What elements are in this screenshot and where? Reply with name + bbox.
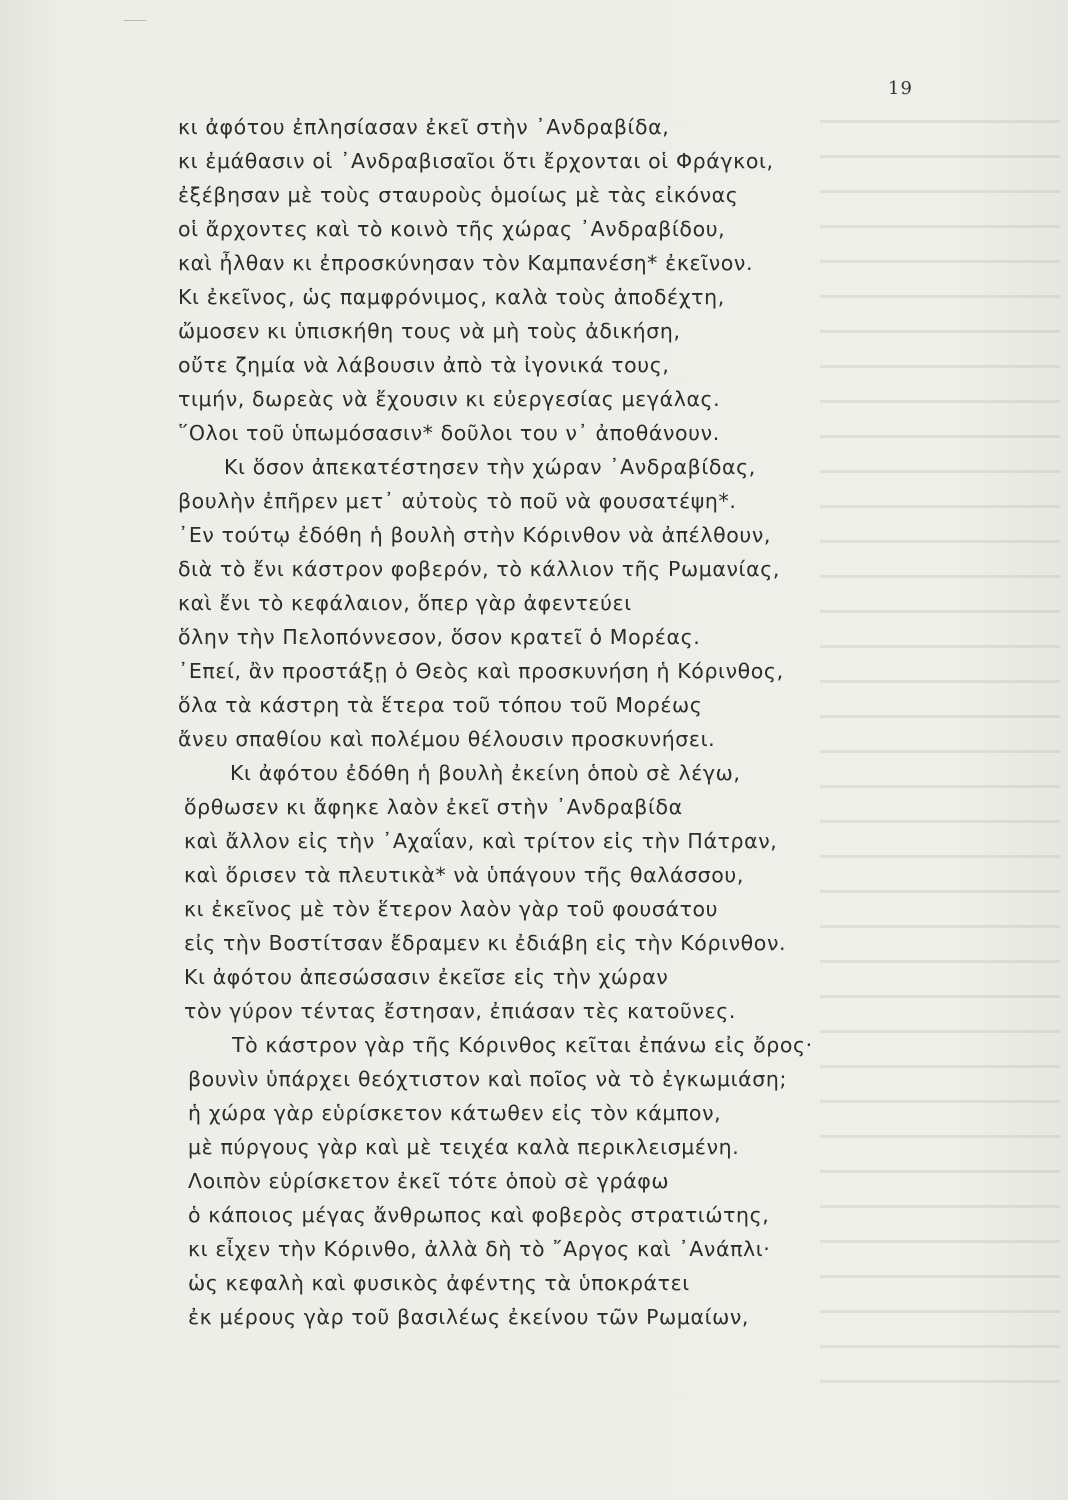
- verse-line: ὤμοσεν κι ὑπισκήθη τους νὰ μὴ τοὺς ἀδικήση,: [178, 319, 681, 343]
- verse-line: βουλὴν ἐπῆρεν μετ᾿ αὐτοὺς τὸ ποῦ νὰ φουσατέψη*.: [178, 489, 737, 513]
- verse-line: Κι ἀφότου ἀπεσώσασιν ἐκεῖσε εἰς τὴν χώραν: [184, 965, 669, 989]
- verse-line: βουνὶν ὑπάρχει θεόχτιστον καὶ ποῖος νὰ τὸ ἐγκωμιάση;: [188, 1067, 787, 1091]
- verse-line: ὅλην τὴν Πελοπόννεσον, ὅσον κρατεῖ ὁ Μορέας.: [178, 625, 701, 649]
- verse-line: Κι ἀφότου ἐδόθη ἡ βουλὴ ἐκείνη ὁποὺ σὲ λέγω,: [230, 761, 741, 785]
- verse-line: ᾿Εν τούτῳ ἐδόθη ἡ βουλὴ στὴν Κόρινθον νὰ ἀπέλθουν,: [178, 523, 771, 547]
- verse-line: καὶ ἦλθαν κι ἐπροσκύνησαν τὸν Καμπανέση* ἐκεῖνον.: [178, 251, 754, 275]
- verse-line: Τὸ κάστρον γὰρ τῆς Κόρινθος κεῖται ἐπάνω εἰς ὄρος·: [232, 1033, 813, 1057]
- show-through-bleed: [820, 90, 1060, 1390]
- verse-line: κι εἶχεν τὴν Κόρινθο, ἀλλὰ δὴ τὸ ῎Αργος καὶ ᾿Ανάπλι·: [188, 1237, 771, 1261]
- verse-line: ἐκ μέρους γὰρ τοῦ βασιλέως ἐκείνου τῶν Ρωμαίων,: [188, 1305, 750, 1329]
- verse-line: Λοιπὸν εὑρίσκετον ἐκεῖ τότε ὁποὺ σὲ γράφω: [188, 1169, 670, 1193]
- verse-line: μὲ πύργους γὰρ καὶ μὲ τειχέα καλὰ περικλεισμένη.: [188, 1135, 740, 1159]
- verse-line: διὰ τὸ ἔνι κάστρον φοβερόν, τὸ κάλλιον τῆς Ρωμανίας,: [178, 557, 780, 581]
- verse-line: οὔτε ζημία νὰ λάβουσιν ἀπὸ τὰ ἰγονικά τους,: [178, 353, 670, 377]
- scan-corner-mark: [124, 20, 146, 21]
- verse-line: τὸν γύρον τέντας ἔστησαν, ἐπιάσαν τὲς κατοῦνες.: [184, 999, 736, 1023]
- verse-line: ὡς κεφαλὴ καὶ φυσικὸς ἀφέντης τὰ ὑποκράτει: [188, 1271, 690, 1295]
- verse-line: ὅλα τὰ κάστρη τὰ ἕτερα τοῦ τόπου τοῦ Μορέως: [178, 693, 703, 717]
- page-number: 19: [888, 78, 913, 99]
- verse-line: καὶ ὅρισεν τὰ πλευτικὰ* νὰ ὑπάγουν τῆς θαλάσσου,: [184, 863, 744, 887]
- verse-line: ᾿Επεί, ἂν προστάξῃ ὁ Θεὸς καὶ προσκυνήση ἡ Κόρινθος,: [178, 659, 784, 683]
- verse-line: Κι ἐκεῖνος, ὡς παμφρόνιμος, καλὰ τοὺς ἀποδέχτη,: [178, 285, 725, 309]
- verse-line: ἄνευ σπαθίου καὶ πολέμου θέλουσιν προσκυνήσει.: [178, 727, 716, 751]
- verse-line: τιμήν, δωρεὰς νὰ ἔχουσιν κι εὐεργεσίας μεγάλας.: [178, 387, 721, 411]
- verse-line: Κι ὅσον ἀπεκατέστησεν τὴν χώραν ᾿Ανδραβίδας,: [224, 455, 756, 479]
- verse-line: οἱ ἄρχοντες καὶ τὸ κοινὸ τῆς χώρας ᾿Ανδραβίδου,: [178, 217, 726, 241]
- verse-line: ἡ χώρα γὰρ εὑρίσκετον κάτωθεν εἰς τὸν κάμπον,: [188, 1101, 722, 1125]
- verse-line: ἐξέβησαν μὲ τοὺς σταυροὺς ὁμοίως μὲ τὰς εἰκόνας: [178, 183, 739, 207]
- verse-line: κι ἀφότου ἐπλησίασαν ἐκεῖ στὴν ᾿Ανδραβίδα,: [178, 115, 670, 139]
- verse-line: εἰς τὴν Βοστίτσαν ἔδραμεν κι ἐδιάβη εἰς τὴν Κόρινθον.: [184, 931, 787, 955]
- verse-line: ὁ κάποιος μέγας ἄνθρωπος καὶ φοβερὸς στρατιώτης,: [188, 1203, 770, 1227]
- verse-line: καὶ ἄλλον εἰς τὴν ᾿Αχαΐαν, καὶ τρίτον εἰς τὴν Πάτραν,: [184, 829, 778, 853]
- verse-line: ὅρθωσεν κι ἄφηκε λαὸν ἐκεῖ στὴν ᾿Ανδραβίδα: [184, 795, 683, 819]
- verse-line: κι ἐκεῖνος μὲ τὸν ἕτερον λαὸν γὰρ τοῦ φουσάτου: [184, 897, 719, 921]
- verse-line: κι ἐμάθασιν οἱ ᾿Ανδραβισαῖοι ὅτι ἔρχονται οἱ Φράγκοι,: [178, 149, 774, 173]
- verse-line: καὶ ἔνι τὸ κεφάλαιον, ὅπερ γὰρ ἀφεντεύει: [178, 591, 632, 615]
- verse-line: ῞Ολοι τοῦ ὑπωμόσασιν* δοῦλοι του ν᾿ ἀποθάνουν.: [178, 421, 720, 445]
